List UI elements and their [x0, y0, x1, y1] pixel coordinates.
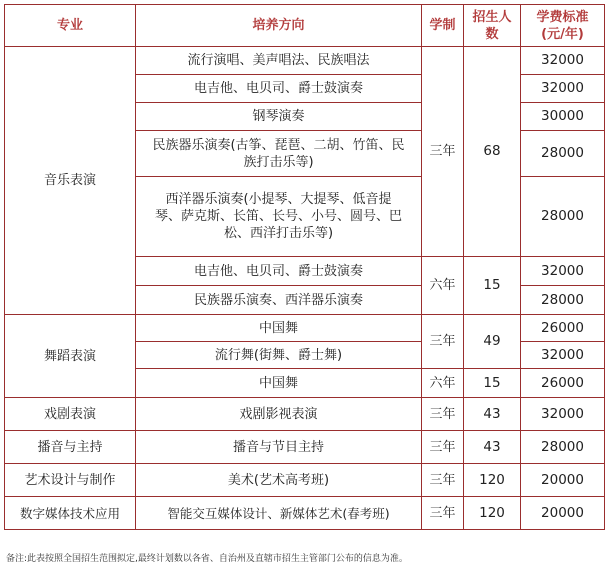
duration-cell: 六年 [422, 369, 464, 398]
enroll-cell: 43 [464, 431, 521, 464]
fee-cell: 26000 [521, 315, 605, 342]
duration-cell: 三年 [422, 47, 464, 257]
duration-cell: 三年 [422, 398, 464, 431]
major-cell: 数字媒体技术应用 [5, 497, 136, 530]
duration-cell: 三年 [422, 431, 464, 464]
enroll-cell: 43 [464, 398, 521, 431]
table-row [5, 431, 605, 464]
enroll-cell: 15 [464, 257, 521, 315]
fee-cell: 32000 [521, 342, 605, 369]
table-row [5, 398, 605, 431]
duration-cell: 三年 [422, 497, 464, 530]
fee-cell: 26000 [521, 369, 605, 398]
table-row [5, 497, 605, 530]
direction-cell: 民族器乐演奏、西洋器乐演奏 [136, 286, 422, 315]
fee-cell: 32000 [521, 398, 605, 431]
table-row [5, 47, 605, 75]
fee-cell: 30000 [521, 103, 605, 131]
fee-cell: 32000 [521, 47, 605, 75]
direction-cell: 播音与节目主持 [136, 431, 422, 464]
enroll-cell: 68 [464, 47, 521, 257]
fee-cell: 20000 [521, 497, 605, 530]
table-row [5, 464, 605, 497]
direction-cell: 西洋器乐演奏(小提琴、大提琴、低音提琴、萨克斯、长笛、长号、小号、圆号、巴松、西洋打击乐等) [136, 177, 422, 257]
fee-cell: 32000 [521, 75, 605, 103]
enrollment-fee-table [4, 4, 605, 530]
header-duration: 学制 [422, 5, 464, 47]
direction-cell: 智能交互媒体设计、新媒体艺术(春考班) [136, 497, 422, 530]
enroll-cell: 120 [464, 464, 521, 497]
direction-cell: 电吉他、电贝司、爵士鼓演奏 [136, 75, 422, 103]
direction-cell: 钢琴演奏 [136, 103, 422, 131]
major-cell: 音乐表演 [5, 47, 136, 315]
duration-cell: 六年 [422, 257, 464, 315]
enroll-cell: 15 [464, 369, 521, 398]
header-row [5, 5, 605, 47]
duration-cell: 三年 [422, 464, 464, 497]
major-cell: 舞蹈表演 [5, 315, 136, 398]
direction-cell: 流行演唱、美声唱法、民族唱法 [136, 47, 422, 75]
header-major: 专业 [5, 5, 136, 47]
direction-cell: 中国舞 [136, 369, 422, 398]
direction-cell: 戏剧影视表演 [136, 398, 422, 431]
direction-cell: 民族器乐演奏(古筝、琵琶、二胡、竹笛、民族打击乐等) [136, 131, 422, 177]
footnote: 备注:此表按照全国招生范围拟定,最终计划数以各省、自治州及直辖市招生主管部门公布的信息为准。 [6, 554, 408, 564]
fee-cell: 28000 [521, 131, 605, 177]
fee-cell: 28000 [521, 431, 605, 464]
direction-cell: 美术(艺术高考班) [136, 464, 422, 497]
fee-cell: 20000 [521, 464, 605, 497]
table-row [5, 315, 605, 342]
direction-cell: 电吉他、电贝司、爵士鼓演奏 [136, 257, 422, 286]
direction-cell: 中国舞 [136, 315, 422, 342]
major-cell: 戏剧表演 [5, 398, 136, 431]
enroll-cell: 49 [464, 315, 521, 369]
fee-cell: 28000 [521, 286, 605, 315]
duration-cell: 三年 [422, 315, 464, 369]
fee-table-container [4, 4, 604, 530]
header-direction: 培养方向 [136, 5, 422, 47]
fee-cell: 32000 [521, 257, 605, 286]
direction-cell: 流行舞(街舞、爵士舞) [136, 342, 422, 369]
major-cell: 播音与主持 [5, 431, 136, 464]
enroll-cell: 120 [464, 497, 521, 530]
major-cell: 艺术设计与制作 [5, 464, 136, 497]
header-fee: 学费标准(元/年) [521, 5, 605, 47]
fee-cell: 28000 [521, 177, 605, 257]
header-enroll: 招生人数 [464, 5, 521, 47]
